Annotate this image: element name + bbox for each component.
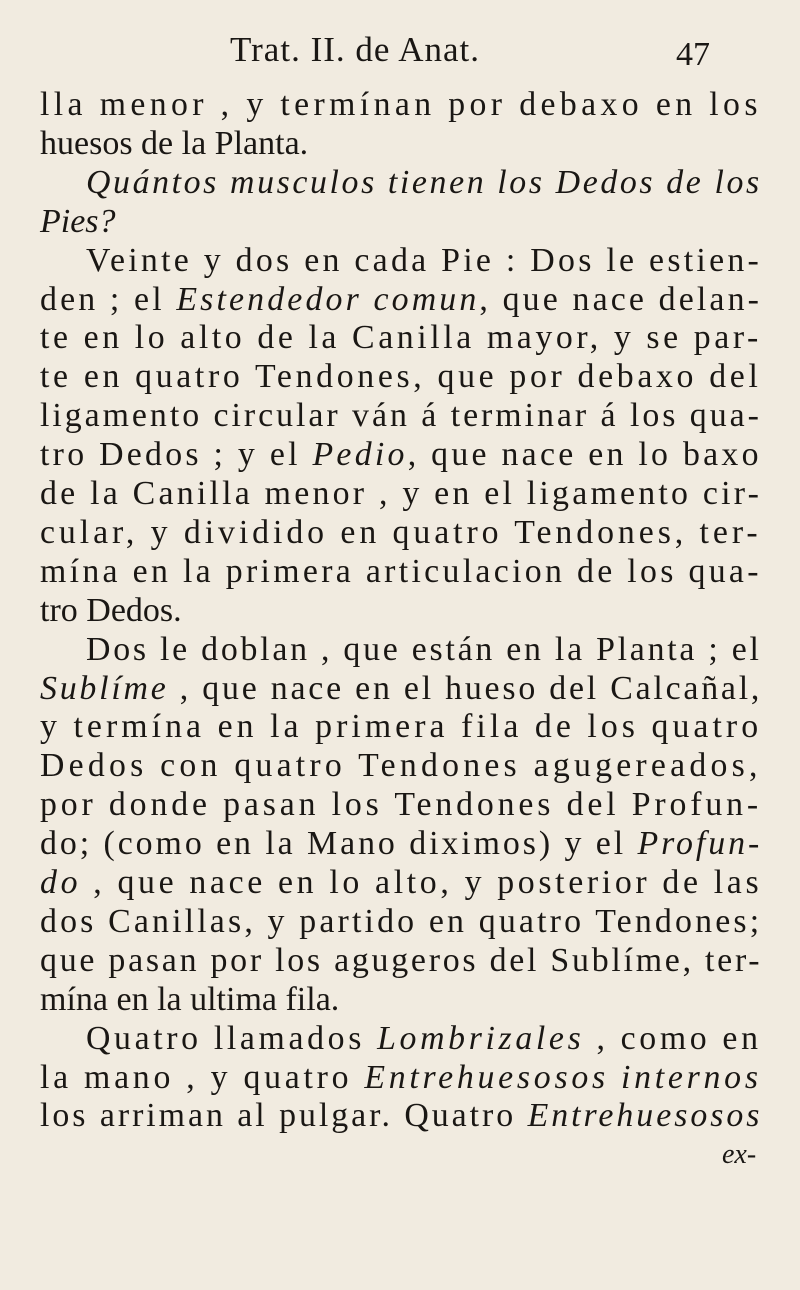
text-line [40,125,308,163]
text-line [40,864,762,902]
italic-term: Entrehuesosos [527,1097,763,1134]
italic-term: Pedio [312,436,408,473]
running-head: Trat. II. de Anat. [230,30,481,69]
text-run: , que nace en el hueso del Calcañal, [168,670,763,707]
text-line [86,164,762,202]
text-line [40,903,762,941]
text-line [40,825,762,863]
text-run: dos Canillas, y partido en quatro Tendones; [40,903,763,940]
text-run: que pasan por los agugeros del Sublíme, ter- [40,942,763,979]
text-run: Dedos con quatro Tendones agugereados, [40,747,762,784]
text-line [40,281,762,319]
text-line [40,358,762,396]
text-run: , que nace delan- [479,281,763,318]
text-run: do; (como en la Mano diximos) y el [40,825,638,862]
text-line [40,747,762,785]
text-run: mína en la primera articulacion de los qua- [40,553,762,590]
italic-term: Entrehuesosos internos [364,1059,762,1096]
text-run: , como en [584,1020,762,1057]
catchword [722,1136,756,1174]
italic-term: Lombrizales [377,1020,585,1057]
italic-term: Profun- [637,825,763,862]
text-line [40,1097,762,1135]
text-line [40,786,762,824]
text-run: ligamento circular ván á terminar á los qua- [40,397,762,434]
text-line [40,475,762,513]
text-run: por donde pasan los Tendones del Profun- [40,786,763,823]
page-header [0,28,800,78]
text-line [40,436,762,474]
page-number: 47 [676,36,710,73]
text-line [86,242,762,280]
italic-term: Sublíme [40,670,169,707]
text-line [40,708,762,746]
text-line [40,981,339,1019]
text-run: la mano , y quatro [40,1059,365,1096]
text-run: Veinte y dos en cada Pie : Dos le estien- [86,242,763,279]
text-line [40,514,762,552]
text-run: Dos le doblan , que están en la Planta ; el [86,631,762,668]
italic-term: ex- [722,1139,757,1170]
text-run: tro Dedos ; y el [40,436,313,473]
text-line [40,203,116,241]
text-run: Quatro llamados [86,1020,378,1057]
text-line [40,397,762,435]
text-run: los arriman al pulgar. Quatro [40,1097,528,1134]
italic-term: Estendedor comun [176,281,480,318]
text-run: de la Canilla menor , y en el ligamento cir- [40,475,763,512]
text-line [40,592,182,630]
text-run: , que nace en lo baxo [407,436,762,473]
text-run: mína en la ultima fila. [40,981,340,1018]
text-run: den ; el [40,281,177,318]
text-line [40,86,762,124]
italic-term: do [40,864,82,901]
text-line [86,631,762,669]
text-line [40,553,762,591]
text-run: lla menor , y termínan por debaxo en los [40,86,762,123]
text-line [40,670,762,708]
text-line [40,319,762,357]
text-run: te en lo alto de la Canilla mayor, y se par- [40,319,762,356]
text-line [40,1059,762,1097]
text-line [86,1020,762,1058]
text-run: , que nace en lo alto, y posterior de las [81,864,763,901]
text-run: tro Dedos. [40,592,182,629]
text-run: cular, y dividido en quatro Tendones, ter- [40,514,762,551]
text-line [40,942,762,980]
italic-term: Pies? [40,203,116,240]
italic-term: Quántos musculos tienen los Dedos de los [86,164,762,201]
text-run: te en quatro Tendones, que por debaxo del [40,358,762,395]
text-run: huesos de la Planta. [40,125,309,162]
text-run: y termína en la primera fila de los quatro [40,708,763,745]
